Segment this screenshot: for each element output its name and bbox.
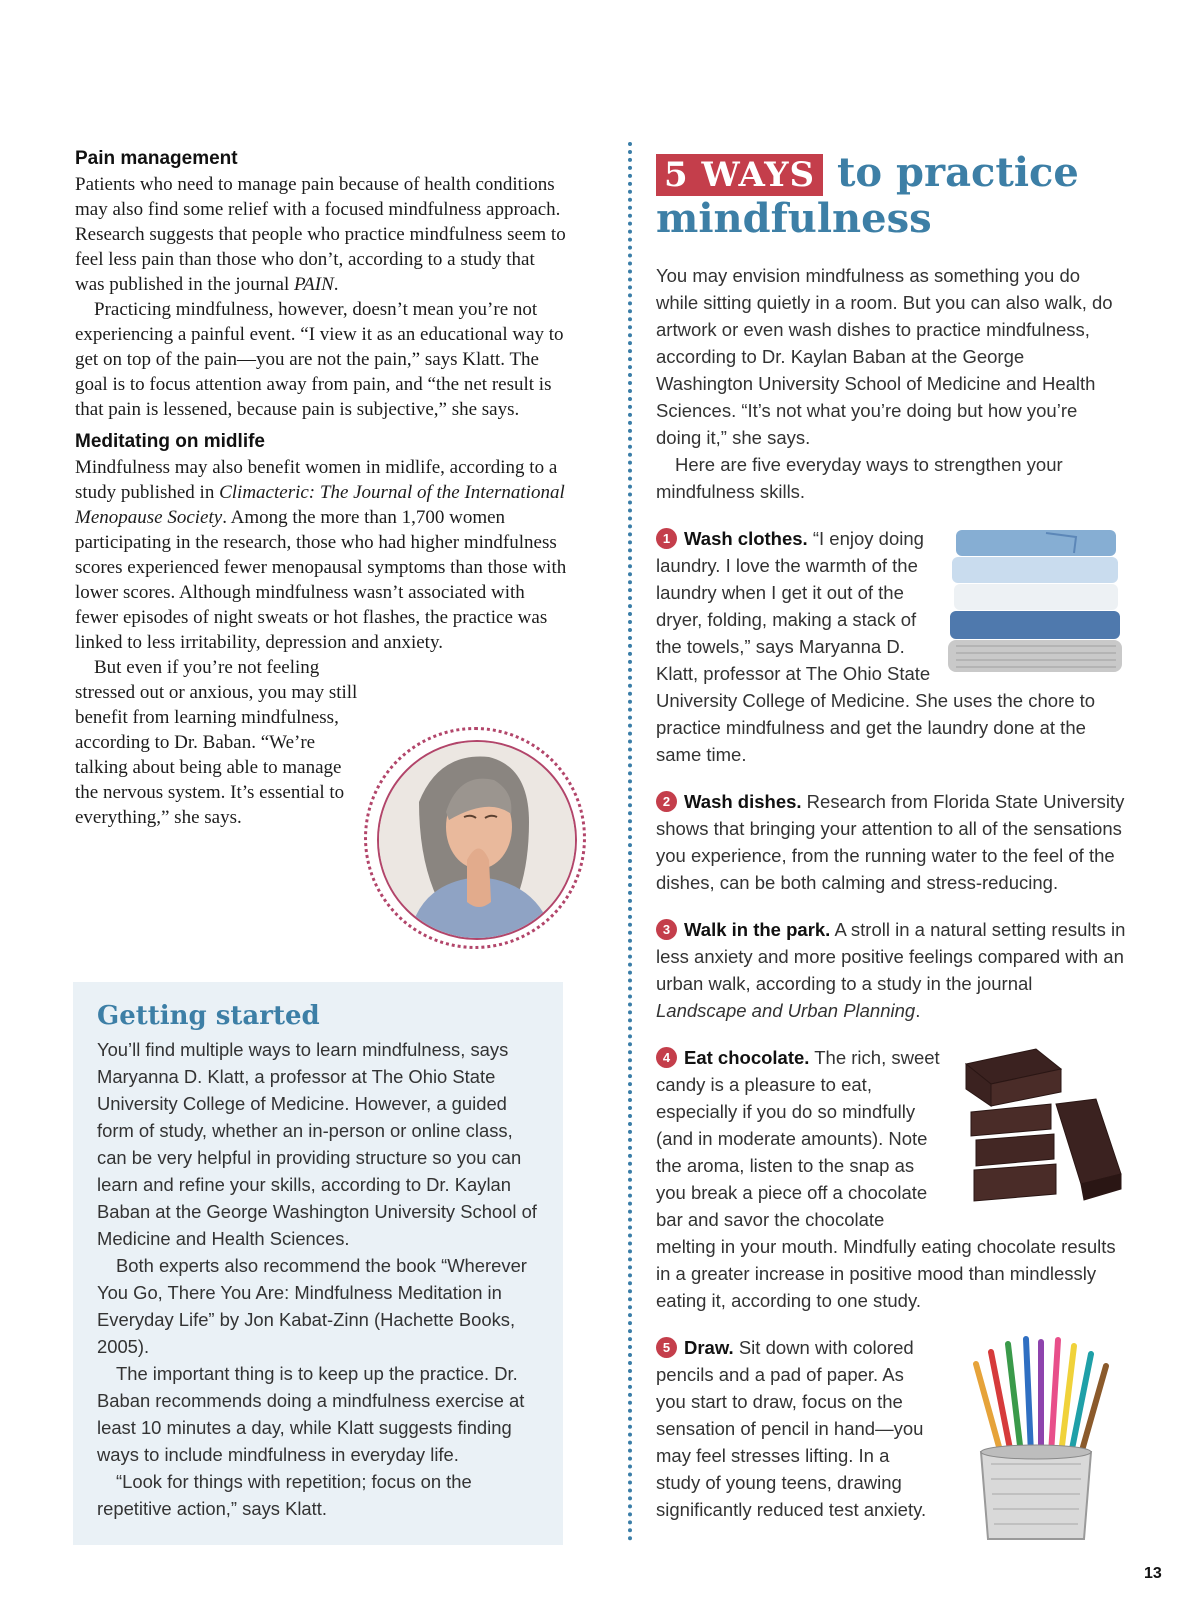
intro-paragraph-1: You may envision mindfulness as something you do while sitting quietly in a room. But you can also walk, do artwork or even wash dishes to practice mindfulness, according to Dr. Kaylan Baban at the George Washington University School of Medicine and Health Sciences. “It’s not what you’re doing but how you’re doing it,” she says. — [656, 265, 1113, 448]
getting-started-heading: Getting started — [97, 1001, 320, 1031]
tip-4-text: 4 Eat chocolate. The rich, sweet candy is a pleasure to eat, especially if you do so mindfully (and in moderate amounts). Note the aroma, listen to the snap as you break a piece off a chocolate bar and savor the chocolate melting in your mouth. Mindfully eating chocolate results in a greater increase in positive mood than mindlessly eating it, according to one study. — [656, 1047, 1116, 1311]
pain-paragraph-1: Patients who need to manage pain because of health conditions may also find some relief with a focused mindfulness approach. Research suggests that people who practice mindfulness seem to feel less pain than those who don’t, according to a study that was published in the journal PAIN. — [75, 174, 566, 295]
right-column — [656, 150, 1126, 1550]
column-divider — [628, 142, 632, 1542]
midlife-paragraph-1: Mindfulness may also benefit women in midlife, according to a study published in Climacteric: The Journal of the International Menopause Society. Among the more than 1,700 women participating in the research, those who had higher mindfulness scores experienced fewer menopausal symptoms than those with lower scores. Although mindfulness wasn’t associated with fewer episodes of night sweats or hot flashes, the practice was linked to less irritability, depression and anxiety. — [75, 457, 567, 653]
pain-paragraph-2: Practicing mindfulness, however, doesn’t mean you’re not experiencing a painful event. “I view it as an educational way to get on top of the pain—you are not the pain,” says Klatt. The goal is to focus attention away from pain, and “the net result is that pain is lessened, because pain is subjective,” she says. — [75, 299, 564, 420]
tip-1-text: 1 Wash clothes. “I enjoy doing laundry. I love the warmth of the laundry when I get it out of the dryer, folding, making a stack of the towels,” says Maryanna D. Klatt, professor at The Ohio State University College of Medicine. She uses the chore to practice mindfulness and get the laundry done at the same time. — [656, 528, 1096, 765]
woman-meditating-photo — [364, 727, 586, 949]
tip-title: Walk in the park. — [684, 919, 831, 940]
folded-clothes-image — [946, 525, 1126, 675]
pain-heading: Pain management — [75, 148, 238, 169]
tip-5-text: 5 Draw. Sit down with colored pencils and a pad of paper. As you start to draw, focus on the sensation of pencil in hand—you may feel stresses lifting. In a study of young teens, drawing significantly reduced test anxiety. — [656, 1337, 927, 1520]
tip-2-text: 2 Wash dishes. Research from Florida State University shows that bringing your attention to all of the sensations you experience, from the running water to the feel of the dishes, can be both calming and stress-reducing. — [656, 791, 1125, 893]
tip-5 — [656, 1334, 1126, 1523]
tip-number-badge: 4 — [656, 1047, 677, 1068]
left-column — [75, 146, 567, 830]
getting-started-paragraph-3: The important thing is to keep up the practice. Dr. Baban recommends doing a mindfulness exercise at least 10 minutes a day, while Klatt suggests finding ways to include mindfulness in everyday life. — [97, 1363, 525, 1465]
tip-title: Wash dishes. — [684, 791, 802, 812]
tip-number-badge: 2 — [656, 791, 677, 812]
portrait-image — [377, 740, 577, 940]
tip-3 — [656, 916, 1126, 1024]
getting-started-box — [73, 982, 563, 1545]
getting-started-paragraph-4: “Look for things with repetition; focus on the repetitive action,” says Klatt. — [97, 1471, 472, 1519]
tip-number-badge: 1 — [656, 528, 677, 549]
midlife-paragraph-2: But even if you’re not feeling stressed out or anxious, you may still benefit from learning mindfulness, according to Dr. Baban. “We’re talking about being able to manage the nervous system. It’s essential to everything,” she says. — [75, 657, 358, 828]
midlife-heading: Meditating on midlife — [75, 431, 265, 452]
tip-title: Draw. — [684, 1337, 734, 1358]
tip-2 — [656, 788, 1126, 896]
tip-4 — [656, 1044, 1126, 1314]
getting-started-paragraph-1: You’ll find multiple ways to learn mindfulness, says Maryanna D. Klatt, a professor at The Ohio State University College of Medicine. However, a guided form of study, whether an in-person or online class, can be very helpful in providing structure so you can learn and refine your skills, according to Dr. Kaylan Baban at the George Washington University School of Medicine and Health Sciences. — [97, 1039, 537, 1249]
title-badge: 5 WAYS — [656, 154, 823, 196]
colored-pencils-image — [946, 1334, 1126, 1544]
article-title — [656, 150, 1126, 242]
getting-started-paragraph-2: Both experts also recommend the book “Wherever You Go, There You Are: Mindfulness Meditation in Everyday Life” by Jon Kabat-Zinn (Hachette Books, 2005). — [97, 1255, 527, 1357]
tip-1 — [656, 525, 1126, 768]
tip-title: Wash clothes. — [684, 528, 808, 549]
intro-paragraph-2: Here are five everyday ways to strengthen your mindfulness skills. — [656, 454, 1063, 502]
tip-number-badge: 5 — [656, 1337, 677, 1358]
tip-3-text: 3 Walk in the park. A stroll in a natural setting results in less anxiety and more positive feelings compared with an urban walk, according to a study in the journal Landscape and Urban Planning. — [656, 919, 1126, 1021]
tip-number-badge: 3 — [656, 919, 677, 940]
tip-title: Eat chocolate. — [684, 1047, 810, 1068]
chocolate-image — [956, 1044, 1126, 1209]
page-number: 13 — [1144, 1565, 1162, 1582]
title-rest: to practice mindfulness — [656, 149, 1079, 242]
